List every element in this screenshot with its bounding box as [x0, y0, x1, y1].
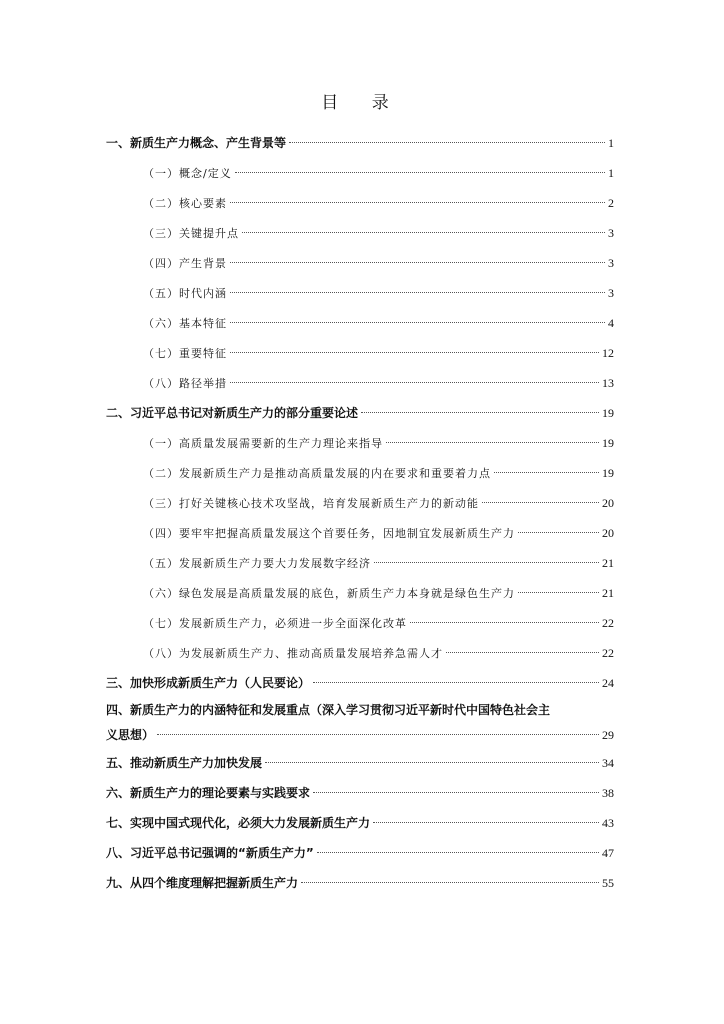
toc-page-number: 12	[602, 346, 614, 360]
toc-page-number: 19	[602, 466, 614, 480]
toc-entry-label: 三、加快形成新质生产力（人民要论）	[106, 676, 311, 690]
toc-entry-label-line2: 义思想）	[106, 728, 155, 742]
toc-entry-2-4[interactable]	[106, 518, 614, 548]
toc-page-number: 22	[602, 646, 614, 660]
toc-entry-label: 二、习近平总书记对新质生产力的部分重要论述	[106, 406, 359, 420]
toc-page-number: 13	[602, 376, 614, 390]
leader-dots	[230, 382, 599, 383]
toc-entry-2-8[interactable]	[106, 638, 614, 668]
toc-entry-section-2[interactable]	[106, 398, 614, 428]
leader-dots	[230, 262, 605, 263]
toc-page-number: 47	[602, 846, 614, 860]
toc-entry-label: 一、新质生产力概念、产生背景等	[106, 136, 287, 150]
toc-entry-1-6[interactable]	[106, 308, 614, 338]
leader-dots	[446, 652, 599, 653]
toc-entry-label: （八）路径举措	[143, 377, 227, 390]
toc-page-number: 19	[602, 436, 614, 450]
toc-page-number: 43	[602, 816, 614, 830]
toc-entry-section-6[interactable]	[106, 778, 614, 808]
toc-page-number: 2	[608, 196, 614, 210]
toc-entry-label: （二）发展新质生产力是推动高质量发展的内在要求和重要着力点	[143, 467, 491, 480]
toc-entry-label: 九、从四个维度理解把握新质生产力	[106, 876, 299, 890]
toc-page-number: 21	[602, 586, 614, 600]
toc-entry-section-3[interactable]	[106, 668, 614, 698]
toc-page-number: 20	[602, 496, 614, 510]
leader-dots	[157, 734, 599, 735]
toc-entry-2-2[interactable]	[106, 458, 614, 488]
toc-entry-label: （四）要牢牢把握高质量发展这个首要任务，因地制宜发展新质生产力	[143, 527, 515, 540]
leader-dots	[374, 562, 599, 563]
toc-entry-label: （六）绿色发展是高质量发展的底色，新质生产力本身就是绿色生产力	[143, 587, 515, 600]
toc-page-number: 19	[602, 406, 614, 420]
toc-entry-label-line1: 四、新质生产力的内涵特征和发展重点（深入学习贯彻习近平新时代中国特色社会主	[106, 703, 551, 717]
toc-entry-label: （二）核心要素	[143, 197, 227, 210]
leader-dots	[373, 822, 599, 823]
leader-dots	[235, 172, 605, 173]
toc-entry-1-1[interactable]	[106, 158, 614, 188]
toc-entry-label: （五）发展新质生产力要大力发展数字经济	[143, 557, 371, 570]
toc-page-number: 3	[608, 286, 614, 300]
leader-dots	[301, 882, 599, 883]
toc-page-number: 4	[608, 316, 614, 330]
leader-dots	[265, 762, 599, 763]
toc-page-number: 24	[602, 676, 614, 690]
leader-dots	[386, 442, 599, 443]
toc-page-number: 29	[602, 728, 614, 742]
toc-entry-2-7[interactable]	[106, 608, 614, 638]
toc-page-number: 20	[602, 526, 614, 540]
toc-entry-label: （五）时代内涵	[143, 287, 227, 300]
toc-entry-1-7[interactable]	[106, 338, 614, 368]
leader-dots	[518, 532, 599, 533]
toc-page-number: 22	[602, 616, 614, 630]
toc-entry-section-1[interactable]	[106, 128, 614, 158]
toc-entry-label: （三）打好关键核心技术攻坚战，培育发展新质生产力的新动能	[143, 497, 479, 510]
leader-dots	[289, 142, 605, 143]
toc-entry-1-3[interactable]	[106, 218, 614, 248]
leader-dots	[518, 592, 599, 593]
leader-dots	[230, 292, 605, 293]
toc-entry-section-8[interactable]	[106, 838, 614, 868]
toc-entry-label: （八）为发展新质生产力、推动高质量发展培养急需人才	[143, 647, 443, 660]
toc-page-number: 3	[608, 256, 614, 270]
toc-entry-2-3[interactable]	[106, 488, 614, 518]
toc-entry-label: （七）发展新质生产力，必须进一步全面深化改革	[143, 617, 407, 630]
page-title: 目 录	[321, 93, 403, 113]
toc-page-number: 55	[602, 876, 614, 890]
toc-entry-1-5[interactable]	[106, 278, 614, 308]
leader-dots	[317, 852, 599, 853]
toc-page-number: 1	[608, 136, 614, 150]
toc-entry-2-6[interactable]	[106, 578, 614, 608]
toc-entry-section-7[interactable]	[106, 808, 614, 838]
leader-dots	[313, 682, 599, 683]
toc-entry-label: 六、新质生产力的理论要素与实践要求	[106, 786, 311, 800]
toc-page-number: 34	[602, 756, 614, 770]
toc-entry-label: （六）基本特征	[143, 317, 227, 330]
toc-page-number: 1	[608, 166, 614, 180]
toc-entry-1-8[interactable]	[106, 368, 614, 398]
toc-entry-label: （四）产生背景	[143, 257, 227, 270]
leader-dots	[242, 232, 605, 233]
toc-entry-2-1[interactable]	[106, 428, 614, 458]
toc-entry-1-4[interactable]	[106, 248, 614, 278]
toc-page-number: 38	[602, 786, 614, 800]
toc-page-number: 21	[602, 556, 614, 570]
leader-dots	[313, 792, 599, 793]
toc-entry-section-4[interactable]	[106, 698, 614, 748]
leader-dots	[410, 622, 599, 623]
leader-dots	[494, 472, 599, 473]
toc-page-number: 3	[608, 226, 614, 240]
toc-entry-2-5[interactable]	[106, 548, 614, 578]
toc-entry-section-9[interactable]	[106, 868, 614, 898]
leader-dots	[482, 502, 599, 503]
toc-entry-label: （一）概念/定义	[143, 167, 232, 180]
leader-dots	[361, 412, 599, 413]
toc-entry-label: （七）重要特征	[143, 347, 227, 360]
toc-entry-label: 五、推动新质生产力加快发展	[106, 756, 263, 770]
leader-dots	[230, 322, 605, 323]
toc-entry-label: 七、实现中国式现代化，必须大力发展新质生产力	[106, 816, 371, 830]
table-of-contents	[106, 128, 614, 898]
toc-entry-1-2[interactable]	[106, 188, 614, 218]
toc-entry-label: （三）关键提升点	[143, 227, 239, 240]
toc-entry-label: 八、习近平总书记强调的“新质生产力”	[106, 846, 314, 860]
leader-dots	[230, 352, 599, 353]
toc-entry-label: （一）高质量发展需要新的生产力理论来指导	[143, 437, 383, 450]
leader-dots	[230, 202, 605, 203]
toc-entry-section-5[interactable]	[106, 748, 614, 778]
